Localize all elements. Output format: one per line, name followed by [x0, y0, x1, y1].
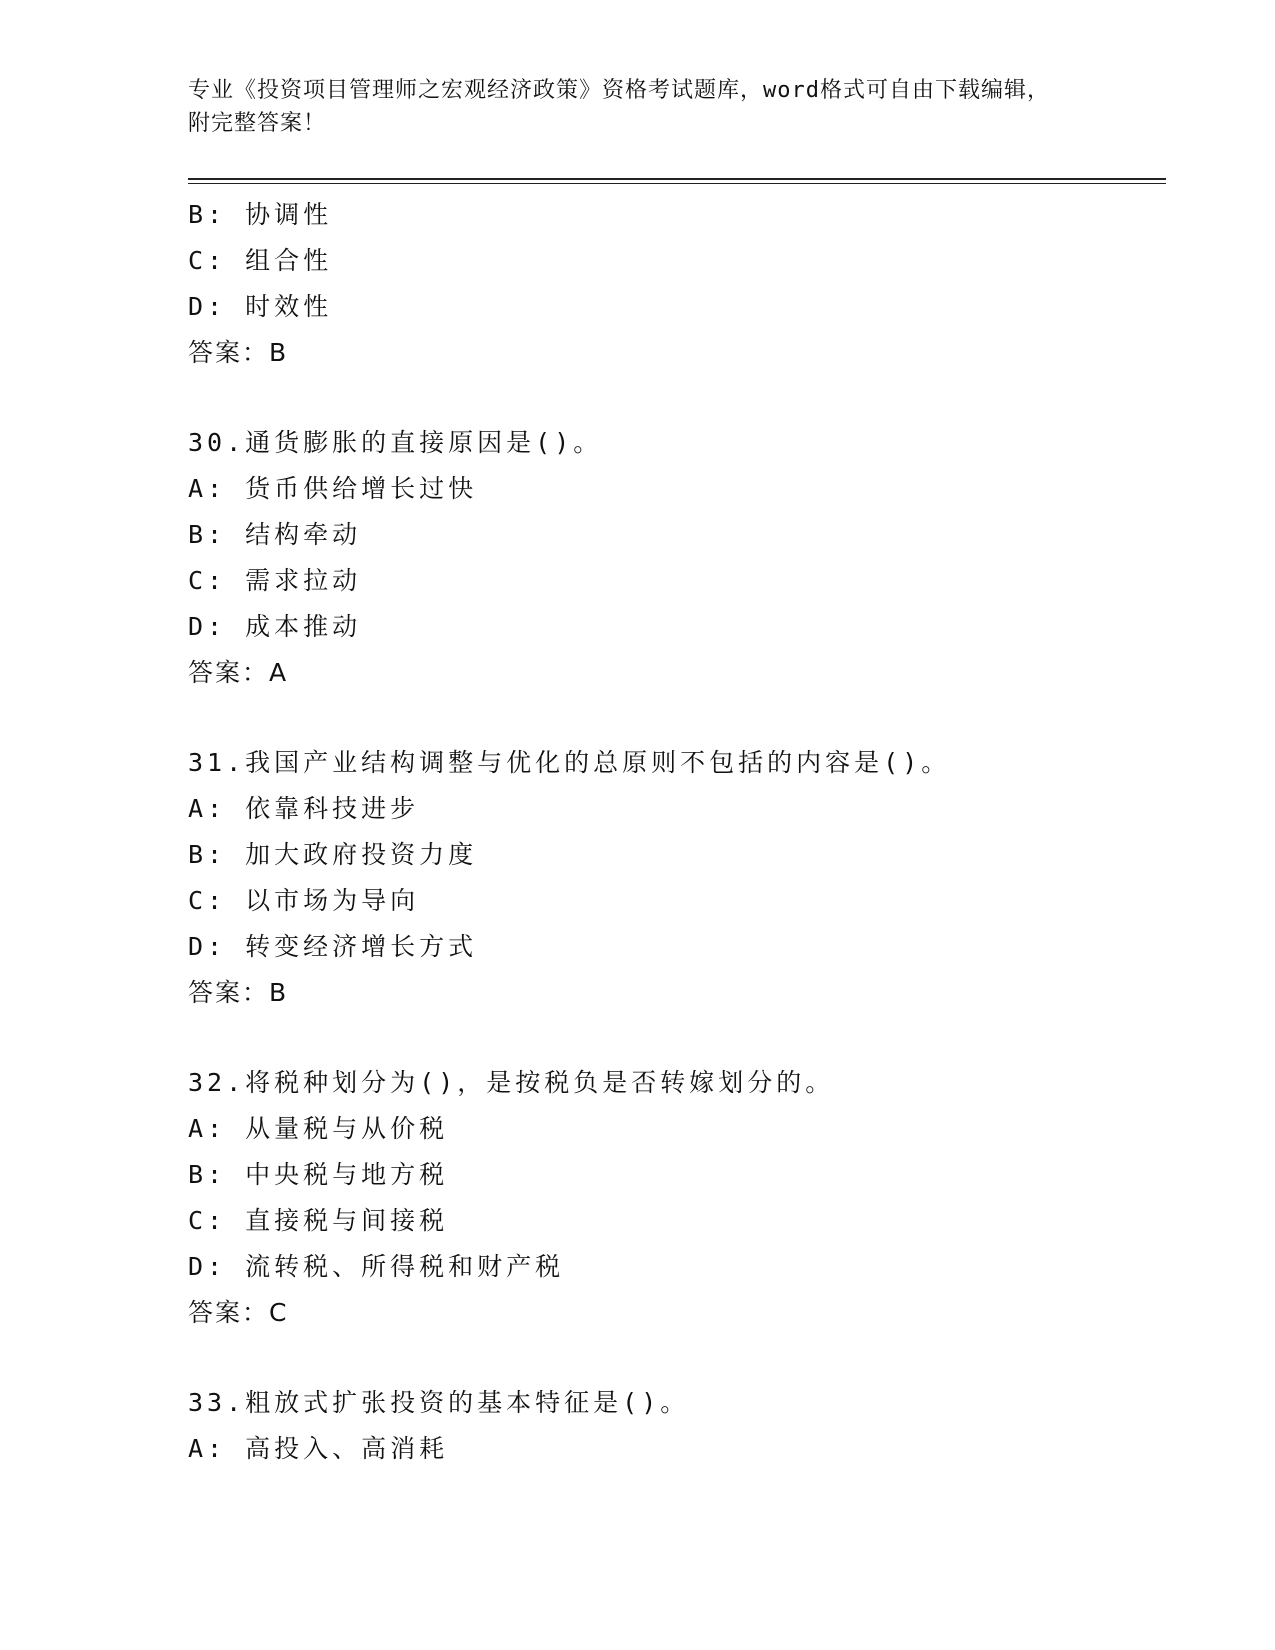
answer-line: 答案：B	[188, 338, 289, 367]
question-stem: 31.我国产业结构调整与优化的总原则不包括的内容是()。	[188, 748, 951, 777]
document-header: 专业《投资项目管理师之宏观经济政策》资格考试题库，word格式可自由下载编辑，附完整答案！	[188, 78, 1050, 136]
answer-line: 答案：A	[188, 658, 289, 687]
question-32	[188, 1060, 1148, 1336]
option-a: A: 依靠科技进步	[188, 794, 420, 823]
option-b: B: 协调性	[188, 200, 333, 229]
question-stem: 33.粗放式扩张投资的基本特征是()。	[188, 1388, 690, 1417]
header-divider-thin	[188, 183, 1166, 184]
option-a: A: 货币供给增长过快	[188, 474, 478, 503]
question-31	[188, 740, 1148, 1016]
question-stem: 32.将税种划分为()，是按税负是否转嫁划分的。	[188, 1068, 835, 1097]
question-30	[188, 420, 1148, 696]
answer-line: 答案：C	[188, 1298, 289, 1327]
option-b: B: 结构牵动	[188, 520, 362, 549]
question-33	[188, 1380, 1148, 1472]
option-a: A: 高投入、高消耗	[188, 1434, 449, 1463]
answer-line: 答案：B	[188, 978, 289, 1007]
option-d: D: 成本推动	[188, 612, 362, 641]
question-list	[188, 192, 1148, 1472]
option-c: C: 直接税与间接税	[188, 1206, 449, 1235]
option-a: A: 从量税与从价税	[188, 1114, 449, 1143]
option-b: B: 中央税与地方税	[188, 1160, 449, 1189]
option-c: C: 需求拉动	[188, 566, 362, 595]
question-stem: 30.通货膨胀的直接原因是()。	[188, 428, 603, 457]
header-divider	[188, 178, 1166, 180]
question-29-tail	[188, 192, 1148, 376]
option-c: C: 组合性	[188, 246, 333, 275]
option-d: D: 流转税、所得税和财产税	[188, 1252, 565, 1281]
option-c: C: 以市场为导向	[188, 886, 420, 915]
option-d: D: 转变经济增长方式	[188, 932, 478, 961]
option-b: B: 加大政府投资力度	[188, 840, 478, 869]
option-d: D: 时效性	[188, 292, 333, 321]
